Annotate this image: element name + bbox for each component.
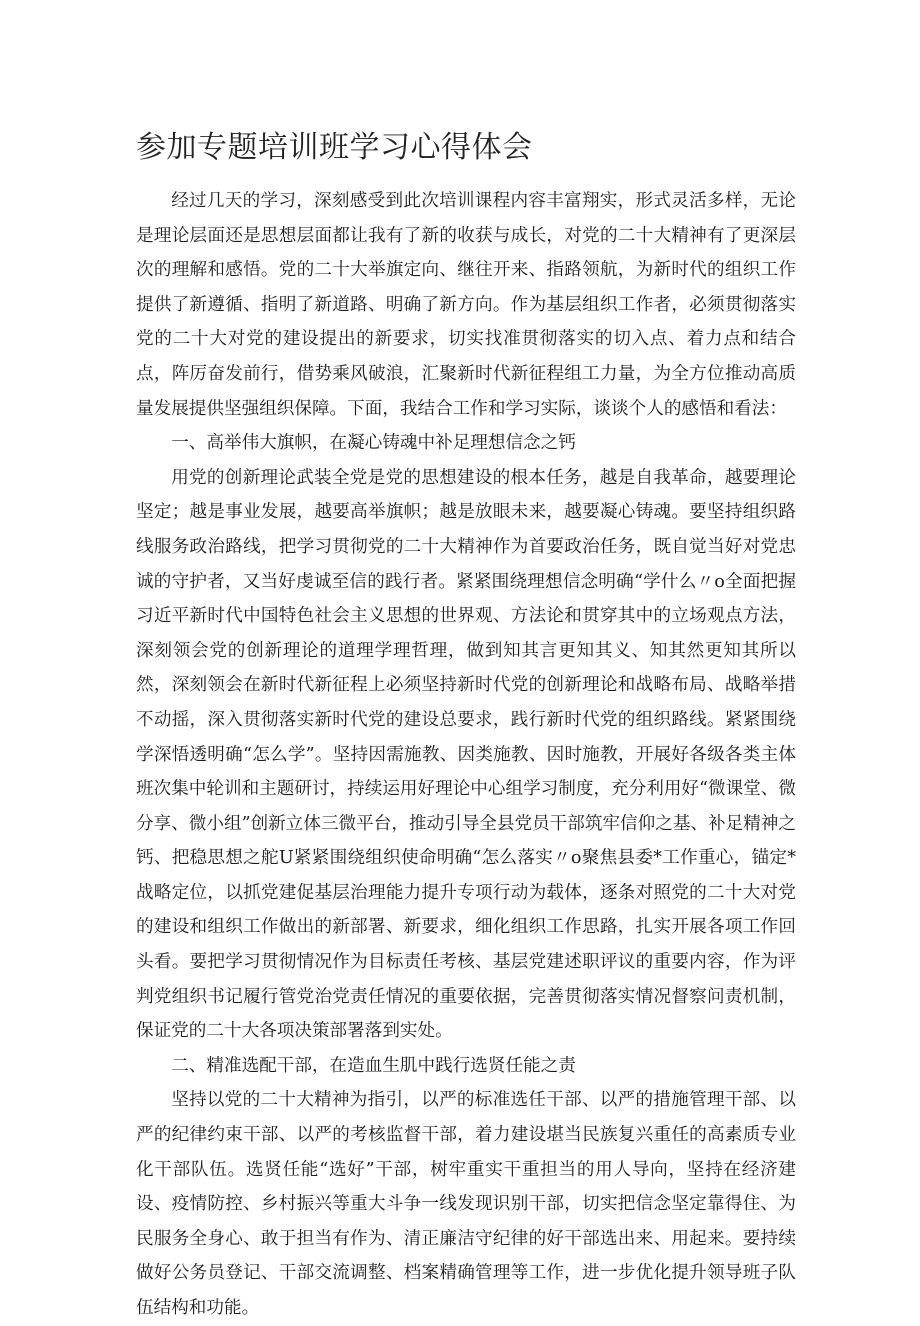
intro-paragraph: 经过几天的学习，深刻感受到此次培训课程内容丰富翔实，形式灵活多样，无论是理论层面还是思想层面都让我有了新的收获与成长，对党的二十大精神有了更深层次的理解和感悟。党的二十大举旗定向、继往开来、指路领航，为新时代的组织工作提供了新遵循、指明了新道路、明确了新方向。作为基层组织工作者，必须贯彻落实党的二十大对党的建设提出的新要求，切实找准贯彻落实的切入点、着力点和结合点，阵厉奋发前行，借势乘风破浪，汇聚新时代新征程组工力量，为全方位推动高质量发展提供坚强组织保障。下面，我结合工作和学习实际，谈谈个人的感悟和看法： [136,191,796,419]
document-title: 参加专题培训班学习心得体会 [136,130,533,165]
document-body [136,184,796,1326]
section-2-heading: 二、精准选配干部，在造血生肌中践行选贤任能之责 [171,1055,576,1076]
section-1-heading: 一、高举伟大旗帜，在凝心铸魂中补足理想信念之钙 [171,433,576,454]
section-1-paragraph: 用党的创新理论武装全党是党的思想建设的根本任务，越是自我革命，越要理论坚定；越是事业发展，越要高举旗帜；越是放眼未来，越要凝心铸魂。要坚持组织路线服务政治路线，把学习贯彻党的二十大精神作为首要政治任务，既自觉当好对党忠诚的守护者，又当好虔诚至信的践行者。紧紧围绕理想信念明确“学什么〃o全面把握习近平新时代中国特色社会主义思想的世界观、方法论和贯穿其中的立场观点方法，深刻领会党的创新理论的道理学理哲理，做到知其言更知其义、知其然更知其所以然，深刻领会在新时代新征程上必须坚持新时代党的创新理论和战略布局、战略举措不动摇，深入贯彻落实新时代党的建设总要求，践行新时代党的组织路线。紧紧围绕学深悟透明确“怎么学”。坚持因需施教、因类施教、因时施教，开展好各级各类主体班次集中轮训和主题研讨，持续运用好理论中心组学习制度，充分利用好“微课堂、微分享、微小组”创新立体三微平台，推动引导全县党员干部筑牢信仰之基、补足精神之钙、把稳思想之舵U紧紧围绕组织使命明确“怎么落实〃o聚焦县委*工作重心，锚定*战略定位，以抓党建促基层治理能力提升专项行动为载体，逐条对照党的二十大对党的建设和组织工作做出的新部署、新要求，细化组织工作思路，扎实开展各项工作回头看。要把学习贯彻情况作为目标责任考核、基层党建述职评议的重要内容，作为评判党组织书记履行管党治党责任情况的重要依据，完善贯彻落实情况督察问责机制，保证党的二十大各项决策部署落到实处。 [136,467,796,1042]
section-2-paragraph: 坚持以党的二十大精神为指引，以严的标准选任干部、以严的措施管理干部、以严的纪律约束干部、以严的考核监督干部，着力建设堪当民族复兴重任的高素质专业化干部队伍。选贤任能“选好”干部，树牢重实干重担当的用人导向，坚持在经济建设、疫情防控、乡村振兴等重大斗争一线发现识别干部，切实把信念坚定靠得住、为民服务全身心、敢于担当有作为、清正廉洁守纪律的好干部选出来、用起来。要持续做好公务员登记、干部交流调整、档案精确管理等工作，进一步优化提升领导班子队伍结构和功能。 [136,1090,796,1318]
